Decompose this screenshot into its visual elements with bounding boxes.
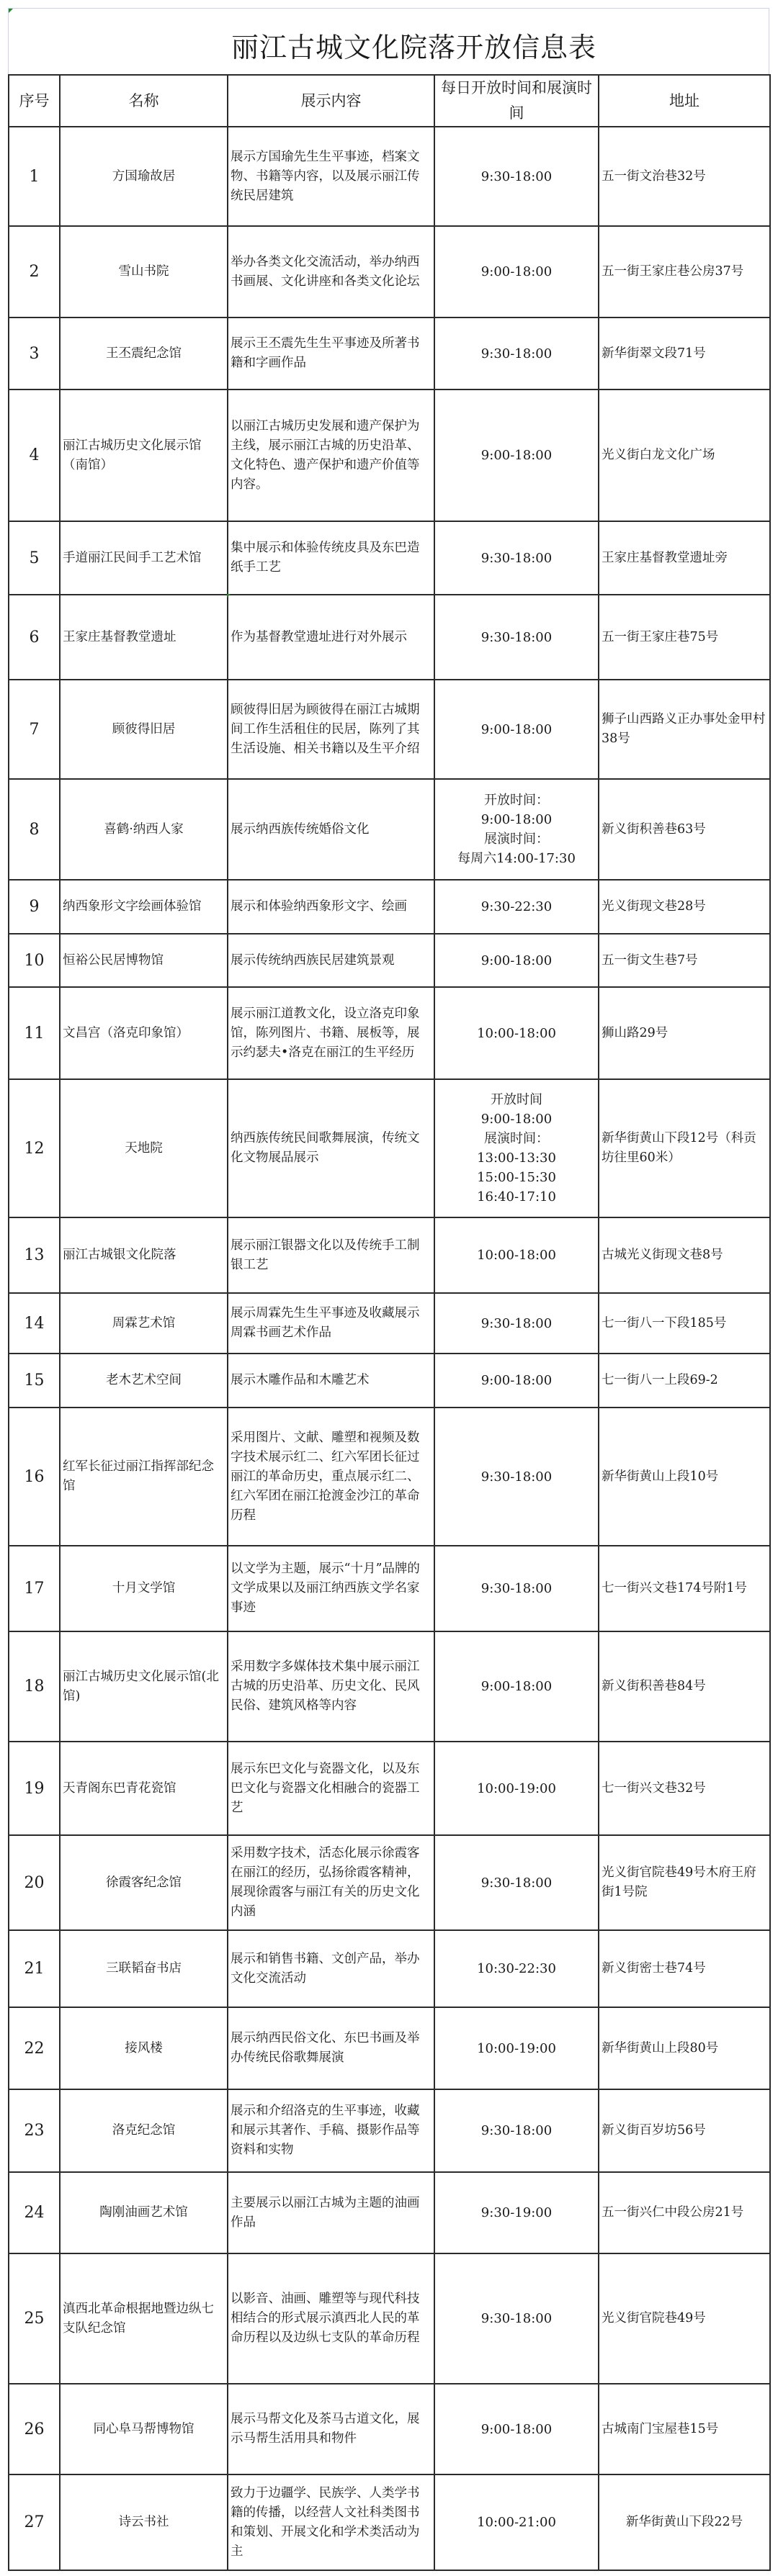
table-row bbox=[9, 1631, 770, 1742]
cell-name[interactable]: 接风楼 bbox=[60, 2007, 228, 2089]
spreadsheet bbox=[8, 8, 769, 2571]
cell-no[interactable]: 9 bbox=[9, 880, 60, 934]
time-line: 9:30-18:00 bbox=[480, 1581, 553, 1596]
table-row bbox=[9, 521, 770, 595]
cell-name[interactable]: 滇西北革命根据地暨边纵七支队纪念馆 bbox=[60, 2253, 228, 2384]
table-row bbox=[9, 1835, 770, 1930]
table-row bbox=[9, 2474, 770, 2570]
cell-address[interactable]: 光义街官院巷49号木府王府街1号院 bbox=[599, 1835, 770, 1930]
cell-content[interactable]: 以影音、油画、雕塑等与现代科技相结合的形式展示滇西北人民的革命历程以及边纵七支队的革命历程 bbox=[228, 2253, 434, 2384]
table-row bbox=[9, 1354, 770, 1408]
table-row bbox=[9, 127, 770, 226]
cell-content[interactable]: 采用数字技术，活态化展示徐霞客在丽江的经历，弘扬徐霞客精神，展现徐霞客与丽江有关的历史文化内涵 bbox=[228, 1835, 434, 1930]
cell-time[interactable] bbox=[434, 2474, 599, 2570]
cell-no[interactable]: 2 bbox=[9, 226, 60, 318]
cell-address[interactable]: 光义街官院巷49号 bbox=[599, 2253, 770, 2384]
cell-time[interactable] bbox=[434, 1079, 599, 1217]
cell-content[interactable]: 作为基督教堂遗址进行对外展示 bbox=[228, 595, 434, 680]
cell-no[interactable]: 14 bbox=[9, 1293, 60, 1354]
cell-address[interactable]: 新华街黄山上段80号 bbox=[599, 2007, 770, 2089]
cell-time[interactable] bbox=[434, 595, 599, 680]
time-line: 9:00-18:00 bbox=[480, 1112, 553, 1127]
time-line: 9:30-18:00 bbox=[480, 2123, 553, 2138]
cell-name[interactable]: 手道丽江民间手工艺术馆 bbox=[60, 521, 228, 595]
cell-name[interactable]: 丽江古城历史文化展示馆（南馆） bbox=[60, 389, 228, 521]
time-line: 9:00-18:00 bbox=[480, 721, 553, 737]
cell-time[interactable] bbox=[434, 779, 599, 880]
time-line: 开放时间 bbox=[491, 1092, 542, 1107]
cell-name[interactable]: 纳西象形文字绘画体验馆 bbox=[60, 880, 228, 934]
time-line: 10:00-18:00 bbox=[477, 1025, 556, 1041]
table-row bbox=[9, 1079, 770, 1217]
cell-time[interactable] bbox=[434, 2007, 599, 2089]
cell-address[interactable]: 五一街文生巷7号 bbox=[599, 934, 770, 987]
cell-no[interactable]: 27 bbox=[9, 2474, 60, 2570]
time-line: 9:30-18:00 bbox=[480, 168, 553, 184]
table-row bbox=[9, 2007, 770, 2089]
cell-name[interactable]: 顾彼得旧居 bbox=[60, 680, 228, 779]
cell-content[interactable]: 展示王丕震先生生平事迹及所著书籍和字画作品 bbox=[228, 318, 434, 389]
cell-no[interactable]: 18 bbox=[9, 1631, 60, 1742]
cell-time[interactable] bbox=[434, 1408, 599, 1546]
cell-address[interactable]: 新华街翠文段71号 bbox=[599, 318, 770, 389]
cell-content[interactable]: 展示周霖先生生平事迹及收藏展示周霖书画艺术作品 bbox=[228, 1293, 434, 1354]
table-row bbox=[9, 226, 770, 318]
table-row bbox=[9, 2089, 770, 2172]
cell-content[interactable]: 致力于边疆学、民族学、人类学书籍的传播，以经营人文社科类图书和策划、开展文化和学术类活动为主 bbox=[228, 2474, 434, 2570]
cell-no[interactable]: 23 bbox=[9, 2089, 60, 2172]
cell-content[interactable]: 顾彼得旧居为顾彼得在丽江古城期间工作生活租住的民居，陈列了其生活设施、相关书籍以及生平介绍 bbox=[228, 680, 434, 779]
cell-time[interactable] bbox=[434, 1930, 599, 2007]
cell-time[interactable] bbox=[434, 1546, 599, 1631]
time-line: 9:30-18:00 bbox=[480, 1315, 553, 1331]
cell-address[interactable]: 五一街王家庄巷公房37号 bbox=[599, 226, 770, 318]
table-body bbox=[9, 127, 770, 2570]
cell-name[interactable]: 丽江古城历史文化展示馆(北馆) bbox=[60, 1631, 228, 1742]
cell-no[interactable]: 15 bbox=[9, 1354, 60, 1408]
cell-address[interactable]: 新华街黄山下段12号（科贡坊往里60米） bbox=[599, 1079, 770, 1217]
cell-address[interactable]: 新义街积善巷84号 bbox=[599, 1631, 770, 1742]
cell-address[interactable]: 狮山路29号 bbox=[599, 987, 770, 1079]
cell-no[interactable]: 6 bbox=[9, 595, 60, 680]
cell-content[interactable]: 集中展示和体验传统皮具及东巴造纸手工艺 bbox=[228, 521, 434, 595]
cell-name[interactable]: 恒裕公民居博物馆 bbox=[60, 934, 228, 987]
venue-table bbox=[8, 74, 771, 2571]
table-row bbox=[9, 779, 770, 880]
cell-time[interactable] bbox=[434, 226, 599, 318]
cell-time[interactable] bbox=[434, 1217, 599, 1293]
cell-content[interactable]: 展示纳西民俗文化、东巴书画及举办传统民俗歌舞展演 bbox=[228, 2007, 434, 2089]
cell-address[interactable]: 七一街兴文巷32号 bbox=[599, 1742, 770, 1835]
cell-no[interactable]: 4 bbox=[9, 389, 60, 521]
cell-content[interactable]: 展示丽江道教文化，设立洛克印象馆，陈列图片、书籍、展板等，展示约瑟夫•洛克在丽江的生平经历 bbox=[228, 987, 434, 1079]
cell-no[interactable]: 10 bbox=[9, 934, 60, 987]
cell-time[interactable] bbox=[434, 389, 599, 521]
table-row bbox=[9, 1408, 770, 1546]
cell-address[interactable]: 光义街白龙文化广场 bbox=[599, 389, 770, 521]
table-row bbox=[9, 1293, 770, 1354]
cell-name[interactable]: 文昌宫（洛克印象馆） bbox=[60, 987, 228, 1079]
cell-content[interactable]: 以丽江古城历史发展和遗产保护为主线，展示丽江古城的历史沿革、文化特色、遗产保护和遗产价值等内容。 bbox=[228, 389, 434, 521]
cell-time[interactable] bbox=[434, 987, 599, 1079]
cell-time[interactable] bbox=[434, 1835, 599, 1930]
cell-address[interactable]: 新华街黄山上段10号 bbox=[599, 1408, 770, 1546]
time-line: 9:00-18:00 bbox=[480, 264, 553, 279]
cell-address[interactable]: 七一街兴文巷174号附1号 bbox=[599, 1546, 770, 1631]
cell-name[interactable]: 陶刚油画艺术馆 bbox=[60, 2172, 228, 2253]
cell-time[interactable] bbox=[434, 2172, 599, 2253]
cell-name[interactable]: 三联韬奋书店 bbox=[60, 1930, 228, 2007]
cell-content[interactable]: 展示马帮文化及茶马古道文化，展示马帮生活用具和物件 bbox=[228, 2384, 434, 2474]
cell-name[interactable]: 十月文学馆 bbox=[60, 1546, 228, 1631]
cell-name[interactable]: 老木艺术空间 bbox=[60, 1354, 228, 1408]
table-row bbox=[9, 1217, 770, 1293]
cell-address[interactable]: 狮子山西路义正办事处金甲村38号 bbox=[599, 680, 770, 779]
cell-address[interactable]: 七一街八一下段185号 bbox=[599, 1293, 770, 1354]
cell-content[interactable]: 主要展示以丽江古城为主题的油画作品 bbox=[228, 2172, 434, 2253]
header-content: 展示内容 bbox=[228, 75, 434, 127]
time-line: 9:30-18:00 bbox=[480, 2311, 553, 2326]
cell-address[interactable]: 五一街王家庄巷75号 bbox=[599, 595, 770, 680]
time-line: 9:30-18:00 bbox=[480, 1469, 553, 1485]
table-row bbox=[9, 595, 770, 680]
table-row bbox=[9, 2384, 770, 2474]
cell-content[interactable]: 举办各类文化交流活动，举办纳西书画展、文化讲座和各类文化论坛 bbox=[228, 226, 434, 318]
time-line: 9:30-18:00 bbox=[480, 346, 553, 361]
time-line: 每周六14:00-17:30 bbox=[457, 851, 576, 866]
time-line: 9:30-18:00 bbox=[480, 550, 553, 566]
cell-name[interactable]: 王家庄基督教堂遗址 bbox=[60, 595, 228, 680]
cell-time[interactable] bbox=[434, 2384, 599, 2474]
time-line: 13:00-13:30 bbox=[477, 1150, 556, 1166]
time-line: 16:40-17:10 bbox=[477, 1189, 556, 1204]
cell-time[interactable] bbox=[434, 1354, 599, 1408]
time-line: 10:30-22:30 bbox=[477, 1961, 556, 1976]
cell-time[interactable] bbox=[434, 880, 599, 934]
cell-no[interactable]: 13 bbox=[9, 1217, 60, 1293]
cell-content[interactable]: 以文学为主题，展示“十月”品牌的文学成果以及丽江纳西族文学名家事迹 bbox=[228, 1546, 434, 1631]
cell-no[interactable]: 12 bbox=[9, 1079, 60, 1217]
cell-name[interactable]: 同心阜马帮博物馆 bbox=[60, 2384, 228, 2474]
table-row bbox=[9, 2253, 770, 2384]
cell-no[interactable]: 7 bbox=[9, 680, 60, 779]
cell-content[interactable]: 纳西族传统民间歌舞展演，传统文化文物展品展示 bbox=[228, 1079, 434, 1217]
cell-address[interactable]: 五一街兴仁中段公房21号 bbox=[599, 2172, 770, 2253]
cell-address[interactable]: 光义街现文巷28号 bbox=[599, 880, 770, 934]
cell-address[interactable]: 古城南门宝屋巷15号 bbox=[599, 2384, 770, 2474]
cell-no[interactable]: 11 bbox=[9, 987, 60, 1079]
time-line: 9:30-18:00 bbox=[480, 629, 553, 645]
header-address: 地址 bbox=[599, 75, 770, 127]
cell-time[interactable] bbox=[434, 680, 599, 779]
cell-address[interactable]: 七一街八一上段69-2 bbox=[599, 1354, 770, 1408]
cell-time[interactable] bbox=[434, 318, 599, 389]
cell-address[interactable]: 古城光义街现文巷8号 bbox=[599, 1217, 770, 1293]
time-line: 10:00-18:00 bbox=[477, 1248, 556, 1263]
time-line: 10:00-19:00 bbox=[477, 1780, 556, 1796]
cell-address[interactable]: 五一街文治巷32号 bbox=[599, 127, 770, 226]
cell-address[interactable]: 新义街百岁坊56号 bbox=[599, 2089, 770, 2172]
cell-content[interactable]: 展示丽江银器文化以及传统手工制银工艺 bbox=[228, 1217, 434, 1293]
cell-name[interactable]: 红军长征过丽江指挥部纪念馆 bbox=[60, 1408, 228, 1546]
cell-no[interactable]: 22 bbox=[9, 2007, 60, 2089]
cell-content[interactable]: 采用数字多媒体技术集中展示丽江古城的历史沿革、历史文化、民风民俗、建筑风格等内容 bbox=[228, 1631, 434, 1742]
header-name: 名称 bbox=[60, 75, 228, 127]
cell-time[interactable] bbox=[434, 2253, 599, 2384]
header-time: 每日开放时间和展演时间 bbox=[434, 75, 599, 127]
cell-no[interactable]: 21 bbox=[9, 1930, 60, 2007]
table-row bbox=[9, 1930, 770, 2007]
cell-content[interactable]: 展示和销售书籍、文创产品，举办文化交流活动 bbox=[228, 1930, 434, 2007]
cell-no[interactable]: 16 bbox=[9, 1408, 60, 1546]
cell-content[interactable]: 展示木雕作品和木雕艺术 bbox=[228, 1354, 434, 1408]
table-row bbox=[9, 987, 770, 1079]
time-line: 10:00-19:00 bbox=[477, 2040, 556, 2056]
document-title: 丽江古城文化院落开放信息表 bbox=[231, 32, 596, 63]
cell-name[interactable]: 方国瑜故居 bbox=[60, 127, 228, 226]
table-row bbox=[9, 318, 770, 389]
time-line: 9:00-18:00 bbox=[480, 953, 553, 968]
time-line: 展演时间： bbox=[484, 1131, 549, 1146]
cell-name[interactable]: 徐霞客纪念馆 bbox=[60, 1835, 228, 1930]
cell-content[interactable]: 展示传统纳西族民居建筑景观 bbox=[228, 934, 434, 987]
table-row bbox=[9, 934, 770, 987]
cell-time[interactable] bbox=[434, 2089, 599, 2172]
cell-name[interactable]: 洛克纪念馆 bbox=[60, 2089, 228, 2172]
time-line: 9:30-22:30 bbox=[480, 899, 553, 914]
cell-content[interactable]: 展示方国瑜先生生平事迹，档案文物、书籍等内容，以及展示丽江传统民居建筑 bbox=[228, 127, 434, 226]
cell-content[interactable]: 采用图片、文献、雕塑和视频及数字技术展示红二、红六军团长征过丽江的革命历史，重点展示红二、红六军团在丽江抢渡金沙江的革命历程 bbox=[228, 1408, 434, 1546]
time-line: 开放时间： bbox=[484, 793, 549, 808]
cell-time[interactable] bbox=[434, 127, 599, 226]
cell-no[interactable]: 3 bbox=[9, 318, 60, 389]
cell-content[interactable]: 展示纳西族传统婚俗文化 bbox=[228, 779, 434, 880]
cell-content[interactable]: 展示和体验纳西象形文字、绘画 bbox=[228, 880, 434, 934]
cell-no[interactable]: 17 bbox=[9, 1546, 60, 1631]
time-line: 9:00-18:00 bbox=[480, 812, 553, 827]
cell-address[interactable]: 新义街密士巷74号 bbox=[599, 1930, 770, 2007]
cell-time[interactable] bbox=[434, 1742, 599, 1835]
cell-no[interactable]: 1 bbox=[9, 127, 60, 226]
cell-name[interactable]: 王丕震纪念馆 bbox=[60, 318, 228, 389]
cell-name[interactable]: 丽江古城银文化院落 bbox=[60, 1217, 228, 1293]
time-line: 9:00-18:00 bbox=[480, 2421, 553, 2437]
table-row bbox=[9, 2172, 770, 2253]
time-line: 9:00-18:00 bbox=[480, 1679, 553, 1694]
cell-content[interactable]: 展示东巴文化与瓷器文化，以及东巴文化与瓷器文化相融合的瓷器工艺 bbox=[228, 1742, 434, 1835]
table-row bbox=[9, 880, 770, 934]
cell-no[interactable]: 26 bbox=[9, 2384, 60, 2474]
cell-comment-marker-icon bbox=[9, 9, 13, 13]
table-row bbox=[9, 1742, 770, 1835]
cell-no[interactable]: 19 bbox=[9, 1742, 60, 1835]
header-row bbox=[9, 75, 770, 127]
cell-address[interactable]: 新华街黄山下段22号 bbox=[599, 2474, 770, 2570]
cell-address[interactable]: 新义街积善巷63号 bbox=[599, 779, 770, 880]
time-line: 15:00-15:30 bbox=[477, 1170, 556, 1185]
cell-time[interactable] bbox=[434, 1293, 599, 1354]
cell-name[interactable]: 喜鹤·纳西人家 bbox=[60, 779, 228, 880]
time-line: 9:30-19:00 bbox=[480, 2205, 553, 2220]
title-cell[interactable] bbox=[8, 8, 769, 74]
time-line: 10:00-21:00 bbox=[477, 2515, 556, 2530]
table-row bbox=[9, 680, 770, 779]
cell-time[interactable] bbox=[434, 521, 599, 595]
cell-time[interactable] bbox=[434, 1631, 599, 1742]
cell-name[interactable]: 周霖艺术馆 bbox=[60, 1293, 228, 1354]
cell-time[interactable] bbox=[434, 934, 599, 987]
header-no: 序号 bbox=[9, 75, 60, 127]
time-line: 展演时间： bbox=[484, 832, 549, 847]
time-line: 9:30-18:00 bbox=[480, 1875, 553, 1891]
cell-address[interactable]: 王家庄基督教堂遗址旁 bbox=[599, 521, 770, 595]
cell-name[interactable]: 天青阁东巴青花瓷馆 bbox=[60, 1742, 228, 1835]
cell-no[interactable]: 25 bbox=[9, 2253, 60, 2384]
time-line: 9:00-18:00 bbox=[480, 448, 553, 463]
cell-name[interactable]: 诗云书社 bbox=[60, 2474, 228, 2570]
cell-no[interactable]: 8 bbox=[9, 779, 60, 880]
cell-no[interactable]: 5 bbox=[9, 521, 60, 595]
cell-content[interactable]: 展示和介绍洛克的生平事迹，收藏和展示其著作、手稿、摄影作品等资料和实物 bbox=[228, 2089, 434, 2172]
cell-name[interactable]: 雪山书院 bbox=[60, 226, 228, 318]
time-line: 9:00-18:00 bbox=[480, 1373, 553, 1388]
cell-no[interactable]: 24 bbox=[9, 2172, 60, 2253]
cell-no[interactable]: 20 bbox=[9, 1835, 60, 1930]
cell-name[interactable]: 天地院 bbox=[60, 1079, 228, 1217]
table-row bbox=[9, 1546, 770, 1631]
table-row bbox=[9, 389, 770, 521]
